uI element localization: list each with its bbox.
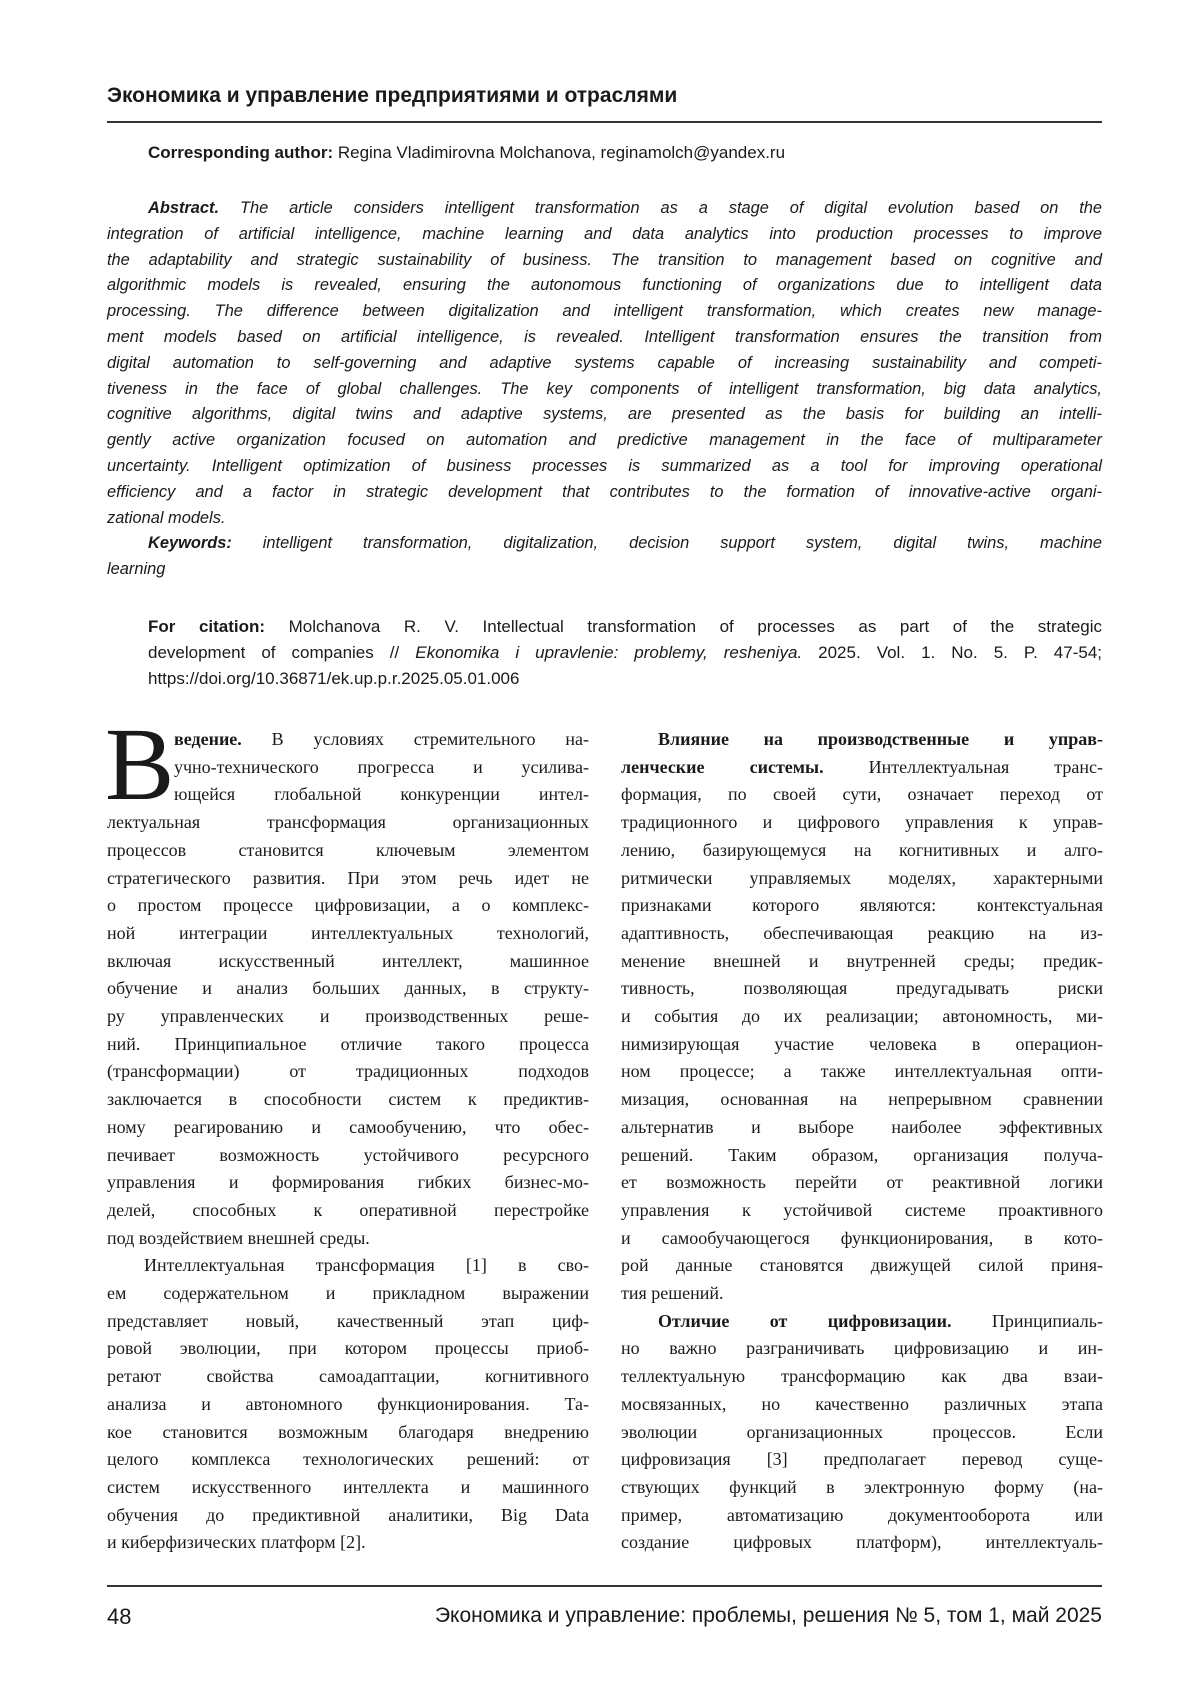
text-line [621, 1446, 1103, 1474]
text-line [621, 781, 1103, 809]
text-line [107, 975, 589, 1003]
text-line [621, 1419, 1103, 1447]
text-line [107, 1086, 589, 1114]
text-run: Интеллектуальная трансформация [1] в сво- [144, 1255, 589, 1275]
text-line [107, 196, 1102, 222]
bold-text-run: Abstract. [148, 199, 219, 217]
text-run: формация, по своей сути, означает переход от [621, 784, 1103, 804]
bold-text-run: Отличие от цифровизации. [658, 1311, 951, 1331]
text-line [621, 892, 1103, 920]
text-run: эволюции организационных процессов. Если [621, 1422, 1103, 1442]
text-run: заключается в способности систем к предиктив- [107, 1089, 589, 1109]
text-run: систем искусственного интеллекта и машинного [107, 1477, 589, 1497]
text-line [107, 1446, 589, 1474]
bold-text-run: ленческие системы. [621, 757, 824, 777]
text-run: ющейся глобальной конкуренции интел- [174, 784, 589, 804]
text-line [107, 1114, 589, 1142]
text-line [107, 781, 589, 809]
text-line [107, 506, 1102, 532]
text-run: uncertainty. Intelligent optimization of business processes is summarized as a tool for improving operational [107, 457, 1102, 475]
text-run: Принципиаль- [951, 1311, 1103, 1331]
text-run: управления к устойчивой системе проактивного [621, 1200, 1103, 1220]
bold-text-run: Влияние на производственные и управ- [658, 729, 1103, 749]
header-divider [107, 121, 1102, 123]
paragraph [107, 1252, 589, 1557]
text-run: решений. Таким образом, организация получа- [621, 1145, 1103, 1165]
text-run: под воздействием внешней среды. [107, 1228, 370, 1248]
corresponding-author [148, 143, 785, 163]
text-run: учно-технического прогресса и усилива- [174, 757, 589, 777]
author-value: Regina Vladimirovna Molchanova, reginamolch@yandex.ru [333, 143, 785, 162]
text-line [107, 1197, 589, 1225]
text-line [107, 1280, 589, 1308]
text-line [621, 1225, 1103, 1253]
text-line [621, 1502, 1103, 1530]
text-run: Molchanova R. V. Intellectual transformation of processes as part of the strategic [265, 617, 1102, 636]
text-line [107, 754, 589, 782]
text-run: но важно разграничивать цифровизацию и ин- [621, 1338, 1103, 1358]
right-column [621, 726, 1103, 1557]
text-line [107, 892, 589, 920]
left-column [107, 726, 589, 1557]
text-run: ритмически управляемых моделях, характерными [621, 868, 1103, 888]
text-run: learning [107, 560, 165, 578]
text-line [621, 837, 1103, 865]
text-run: печивает возможность устойчивого ресурсного [107, 1145, 589, 1165]
text-run: включая искусственный интеллект, машинное [107, 951, 589, 971]
text-line [107, 920, 589, 948]
text-run: рой данные становятся движущей силой приня- [621, 1255, 1103, 1275]
text-line [621, 975, 1103, 1003]
text-run: делей, способных к оперативной перестройке [107, 1200, 589, 1220]
journal-footer: Экономика и управление: проблемы, решения № 5, том 1, май 2025 [435, 1604, 1102, 1628]
text-run: и самообучающегося функционирования, в кото- [621, 1228, 1103, 1248]
text-line [621, 1114, 1103, 1142]
text-line [107, 1252, 589, 1280]
text-line [107, 1391, 589, 1419]
text-line [621, 726, 1103, 754]
text-line [107, 1474, 589, 1502]
text-line [107, 809, 589, 837]
text-line [621, 809, 1103, 837]
text-run: стратегического развития. При этом речь идет не [107, 868, 589, 888]
text-line [621, 920, 1103, 948]
text-run: и киберфизических платформ [2]. [107, 1532, 366, 1552]
text-run: анализа и автономного функционирования. Та- [107, 1394, 589, 1414]
text-run: ет возможность перейти от реактивной логики [621, 1172, 1103, 1192]
text-run: ний. Принципиальное отличие такого процесса [107, 1034, 589, 1054]
text-line [107, 377, 1102, 403]
text-run: cognitive algorithms, digital twins and adaptive systems, are presented as the basis for building an intelli- [107, 405, 1102, 423]
text-line [107, 222, 1102, 248]
text-line [148, 640, 1102, 666]
paragraph-introduction [107, 726, 589, 1252]
text-line [107, 1529, 589, 1557]
text-run: digital automation to self-governing and adaptive systems capable of increasing sustainability and competi- [107, 354, 1102, 372]
text-run: ному реагированию и самообучению, что обес- [107, 1117, 589, 1137]
text-line [107, 248, 1102, 274]
text-line [621, 1280, 1103, 1308]
text-line [107, 480, 1102, 506]
bold-text-run: For citation: [148, 617, 265, 636]
text-run: управления и формирования гибких бизнес-мо- [107, 1172, 589, 1192]
bold-text-run: Keywords: [148, 534, 232, 552]
text-line [107, 557, 1102, 583]
text-line [107, 1003, 589, 1031]
text-run: альтернатив и выборе наиболее эффективных [621, 1117, 1103, 1137]
text-line [621, 1197, 1103, 1225]
text-run: ру управленческих и производственных реше- [107, 1006, 589, 1026]
text-line [107, 1169, 589, 1197]
text-run: и события до их реализации; автономность, ми- [621, 1006, 1103, 1026]
keywords [107, 531, 1102, 583]
text-run: ретают свойства самоадаптации, когнитивного [107, 1366, 589, 1386]
text-line [621, 1529, 1103, 1557]
text-run: Интеллектуальная транс- [824, 757, 1103, 777]
text-run: представляет новый, качественный этап циф- [107, 1311, 589, 1331]
text-line [621, 1058, 1103, 1086]
paragraph-influence [621, 726, 1103, 1308]
text-line [621, 1169, 1103, 1197]
text-line [621, 1031, 1103, 1059]
text-run: 2025. Vol. 1. No. 5. P. 47-54; [802, 643, 1102, 662]
text-run: традиционного и цифрового управления к управ- [621, 812, 1103, 832]
text-run: лектуальная трансформация организационных [107, 812, 589, 832]
text-line [107, 454, 1102, 480]
text-run: признаками которого являются: контекстуальная [621, 895, 1103, 915]
text-line [107, 1335, 589, 1363]
text-line [107, 837, 589, 865]
text-line [107, 1363, 589, 1391]
text-line [621, 1142, 1103, 1170]
text-line [107, 948, 589, 976]
text-run: кое становится возможным благодаря внедрению [107, 1422, 589, 1442]
text-run: ment models based on artificial intelligence, is revealed. Intelligent transformation ensures the transition from [107, 328, 1102, 346]
text-line [621, 1391, 1103, 1419]
page-number: 48 [107, 1604, 131, 1630]
text-run: integration of artificial intelligence, machine learning and data analytics into production processes to improve [107, 225, 1102, 243]
text-line [107, 1225, 589, 1253]
text-run: теллектуальную трансформацию как два взаи- [621, 1366, 1103, 1386]
text-line [107, 402, 1102, 428]
text-line [107, 428, 1102, 454]
text-line [107, 273, 1102, 299]
text-run: адаптивность, обеспечивающая реакцию на из- [621, 923, 1103, 943]
text-run: нимизирующая участие человека в операцион- [621, 1034, 1103, 1054]
text-line [621, 1474, 1103, 1502]
text-line [621, 948, 1103, 976]
text-run: tiveness in the face of global challenges. The key components of intelligent transformation, big data analytics, [107, 380, 1102, 398]
text-line [107, 1142, 589, 1170]
text-run: zational models. [107, 509, 225, 527]
text-line [107, 325, 1102, 351]
text-run: менение внешней и внутренней среды; предик- [621, 951, 1103, 971]
text-run: тия решений. [621, 1283, 724, 1303]
text-line [107, 1502, 589, 1530]
text-line [621, 1363, 1103, 1391]
text-run: ровой эволюции, при котором процессы приоб- [107, 1338, 589, 1358]
text-run: обучение и анализ больших данных, в структу- [107, 978, 589, 998]
text-run: о простом процессе цифровизации, а о комплекс- [107, 895, 589, 915]
text-run: целого комплекса технологических решений: от [107, 1449, 589, 1469]
section-title: Экономика и управление предприятиями и отраслями [107, 84, 677, 108]
text-line [621, 1335, 1103, 1363]
text-run: ствующих функций в электронную форму (на- [621, 1477, 1103, 1497]
drop-cap: В [105, 715, 174, 815]
text-line [621, 1003, 1103, 1031]
text-run: пример, автоматизацию документооборота или [621, 1505, 1103, 1525]
text-run: processing. The difference between digitalization and intelligent transformation, which creates new manage- [107, 302, 1102, 320]
text-run: процессов становится ключевым элементом [107, 840, 589, 860]
text-line [621, 1252, 1103, 1280]
text-line [621, 754, 1103, 782]
text-run: gently active organization focused on automation and predictive management in the face of multiparameter [107, 431, 1102, 449]
text-line [107, 726, 589, 754]
text-run: мосвязанных, но качественно различных этапа [621, 1394, 1103, 1414]
text-line [621, 865, 1103, 893]
text-run: цифровизация [3] предполагает перевод суще- [621, 1449, 1103, 1469]
citation [148, 614, 1102, 691]
text-line [107, 1419, 589, 1447]
text-run: В условиях стремительного на- [242, 729, 589, 749]
text-line [107, 299, 1102, 325]
text-run: The article considers intelligent transformation as a stage of digital evolution based on the [219, 199, 1102, 217]
text-run: мизация, основанная на непрерывном сравнении [621, 1089, 1103, 1109]
text-line [107, 1308, 589, 1336]
text-line [621, 1086, 1103, 1114]
text-run: https://doi.org/10.36871/ek.up.p.r.2025.05.01.006 [148, 669, 519, 688]
text-line [621, 1308, 1103, 1336]
footer-divider [107, 1585, 1102, 1587]
bold-text-run: ведение. [174, 729, 242, 749]
text-run: algorithmic models is revealed, ensuring the autonomous functioning of organizations due to intelligent data [107, 276, 1102, 294]
text-run: the adaptability and strategic sustainability of business. The transition to management based on cognitive and [107, 251, 1102, 269]
text-line [107, 1058, 589, 1086]
text-line [107, 1031, 589, 1059]
text-line [107, 531, 1102, 557]
text-run: тивность, позволяющая предугадывать риски [621, 978, 1103, 998]
text-line [148, 666, 1102, 692]
text-run: (трансформации) от традиционных подходов [107, 1061, 589, 1081]
text-run: обучения до предиктивной аналитики, Big Data [107, 1505, 589, 1525]
abstract [107, 196, 1102, 531]
italic-text-run: Ekonomika i upravlenie: problemy, resheniya. [415, 643, 802, 662]
text-line [148, 614, 1102, 640]
text-run: ном процессе; а также интеллектуальная опти- [621, 1061, 1103, 1081]
text-run: efficiency and a factor in strategic development that contributes to the formation of innovative-active organi- [107, 483, 1102, 501]
text-run: ем содержательном и прикладном выражении [107, 1283, 589, 1303]
paragraph-difference [621, 1308, 1103, 1557]
text-run: создание цифровых платформ), интеллектуаль- [621, 1532, 1103, 1552]
text-run: лению, базирующемуся на когнитивных и алго- [621, 840, 1103, 860]
text-line [107, 865, 589, 893]
text-run: development of companies // [148, 643, 415, 662]
text-line [107, 351, 1102, 377]
text-run: intelligent transformation, digitalization, decision support system, digital twins, machine [232, 534, 1102, 552]
author-label: Corresponding author: [148, 143, 333, 162]
text-run: ной интеграции интеллектуальных технологий, [107, 923, 589, 943]
